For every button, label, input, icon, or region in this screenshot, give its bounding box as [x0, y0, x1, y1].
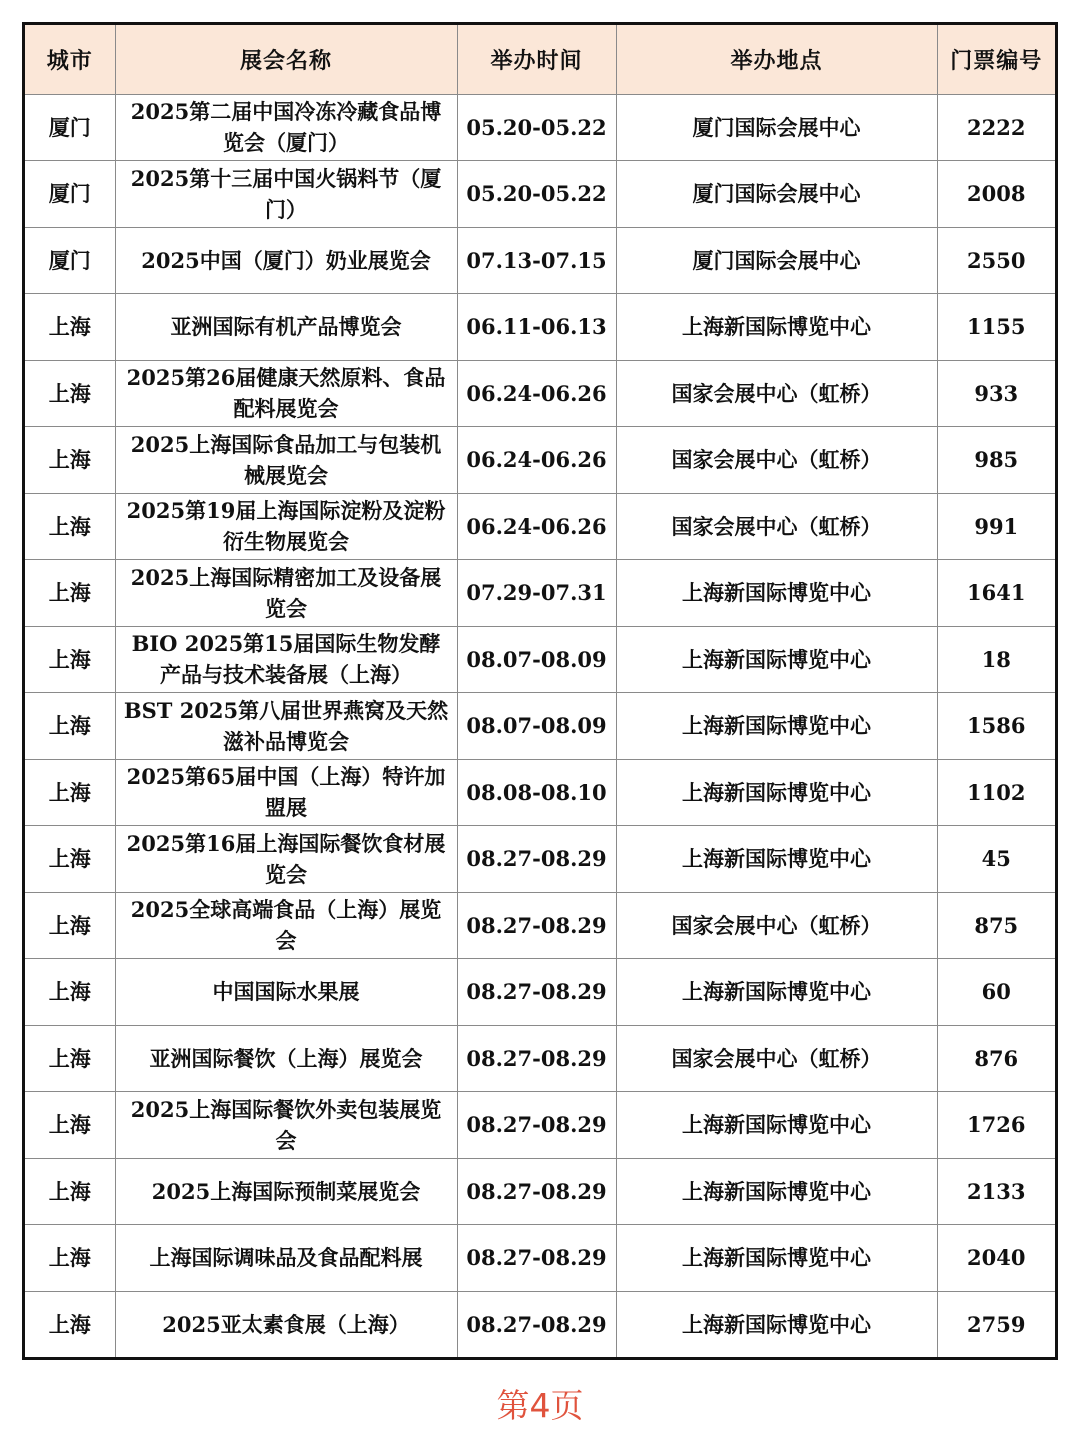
- cell-exhibition-name: 2025第十三届中国火锅料节（厦门）: [115, 161, 457, 228]
- cell-exhibition-name: 2025第65届中国（上海）特许加盟展: [115, 759, 457, 826]
- cell-date: 05.20-05.22: [457, 161, 616, 228]
- cell-ticket-number: 985: [937, 427, 1055, 494]
- cell-city: 上海: [25, 560, 115, 627]
- cell-ticket-number: 2133: [937, 1158, 1055, 1225]
- cell-ticket-number: 60: [937, 959, 1055, 1026]
- cell-exhibition-name: 2025全球高端食品（上海）展览会: [115, 892, 457, 959]
- cell-city: 上海: [25, 1225, 115, 1292]
- cell-date: 08.08-08.10: [457, 759, 616, 826]
- cell-venue: 厦门国际会展中心: [616, 161, 937, 228]
- table-row: [25, 493, 1055, 560]
- cell-city: 厦门: [25, 227, 115, 294]
- table-row: [25, 892, 1055, 959]
- cell-exhibition-name: 亚洲国际有机产品博览会: [115, 294, 457, 361]
- header-venue: 举办地点: [616, 25, 937, 94]
- table-row: [25, 626, 1055, 693]
- cell-date: 05.20-05.22: [457, 94, 616, 161]
- cell-date: 08.27-08.29: [457, 1158, 616, 1225]
- cell-venue: 上海新国际博览中心: [616, 626, 937, 693]
- cell-exhibition-name: 2025第19届上海国际淀粉及淀粉衍生物展览会: [115, 493, 457, 560]
- cell-ticket-number: 991: [937, 493, 1055, 560]
- cell-date: 08.27-08.29: [457, 1291, 616, 1358]
- cell-ticket-number: 2008: [937, 161, 1055, 228]
- cell-ticket-number: 45: [937, 826, 1055, 893]
- page-number-label: 第4页: [496, 1386, 584, 1425]
- table-row: [25, 959, 1055, 1026]
- table-row: [25, 1225, 1055, 1292]
- cell-date: 06.24-06.26: [457, 493, 616, 560]
- cell-date: 07.29-07.31: [457, 560, 616, 627]
- cell-city: 厦门: [25, 94, 115, 161]
- cell-city: 厦门: [25, 161, 115, 228]
- exhibition-table-frame: [22, 22, 1058, 1360]
- table-row: [25, 161, 1055, 228]
- cell-ticket-number: 1586: [937, 693, 1055, 760]
- cell-date: 08.27-08.29: [457, 1025, 616, 1092]
- cell-ticket-number: 2040: [937, 1225, 1055, 1292]
- cell-date: 08.27-08.29: [457, 1225, 616, 1292]
- cell-exhibition-name: 2025上海国际食品加工与包装机械展览会: [115, 427, 457, 494]
- cell-city: 上海: [25, 959, 115, 1026]
- cell-venue: 上海新国际博览中心: [616, 1092, 937, 1159]
- table-row: [25, 1158, 1055, 1225]
- header-city: 城市: [25, 25, 115, 94]
- cell-ticket-number: 2222: [937, 94, 1055, 161]
- cell-venue: 国家会展中心（虹桥）: [616, 892, 937, 959]
- cell-city: 上海: [25, 1158, 115, 1225]
- cell-ticket-number: 876: [937, 1025, 1055, 1092]
- cell-city: 上海: [25, 759, 115, 826]
- cell-date: 08.27-08.29: [457, 892, 616, 959]
- cell-exhibition-name: 2025亚太素食展（上海）: [115, 1291, 457, 1358]
- table-row: [25, 227, 1055, 294]
- cell-city: 上海: [25, 826, 115, 893]
- table-row: [25, 1291, 1055, 1358]
- cell-venue: 上海新国际博览中心: [616, 560, 937, 627]
- cell-exhibition-name: 2025第二届中国冷冻冷藏食品博览会（厦门）: [115, 94, 457, 161]
- cell-date: 06.11-06.13: [457, 294, 616, 361]
- table-row: [25, 294, 1055, 361]
- table-row: [25, 560, 1055, 627]
- table-row: [25, 759, 1055, 826]
- cell-date: 08.27-08.29: [457, 1092, 616, 1159]
- cell-exhibition-name: 中国国际水果展: [115, 959, 457, 1026]
- cell-exhibition-name: 2025上海国际预制菜展览会: [115, 1158, 457, 1225]
- cell-ticket-number: 1155: [937, 294, 1055, 361]
- cell-date: 08.27-08.29: [457, 826, 616, 893]
- cell-venue: 厦门国际会展中心: [616, 94, 937, 161]
- cell-date: 08.07-08.09: [457, 626, 616, 693]
- table-row: [25, 826, 1055, 893]
- cell-venue: 国家会展中心（虹桥）: [616, 427, 937, 494]
- cell-exhibition-name: BIO 2025第15届国际生物发酵产品与技术装备展（上海）: [115, 626, 457, 693]
- cell-ticket-number: 1641: [937, 560, 1055, 627]
- cell-date: 06.24-06.26: [457, 360, 616, 427]
- exhibition-table: [25, 25, 1055, 1358]
- cell-ticket-number: 18: [937, 626, 1055, 693]
- cell-city: 上海: [25, 360, 115, 427]
- cell-ticket-number: 875: [937, 892, 1055, 959]
- header-date: 举办时间: [457, 25, 616, 94]
- cell-date: 07.13-07.15: [457, 227, 616, 294]
- cell-exhibition-name: BST 2025第八届世界燕窝及天然滋补品博览会: [115, 693, 457, 760]
- cell-ticket-number: 2759: [937, 1291, 1055, 1358]
- cell-exhibition-name: 2025第26届健康天然原料、食品配料展览会: [115, 360, 457, 427]
- cell-city: 上海: [25, 892, 115, 959]
- table-row: [25, 360, 1055, 427]
- cell-city: 上海: [25, 493, 115, 560]
- cell-city: 上海: [25, 1025, 115, 1092]
- table-row: [25, 1025, 1055, 1092]
- cell-exhibition-name: 亚洲国际餐饮（上海）展览会: [115, 1025, 457, 1092]
- header-ticket-number: 门票编号: [937, 25, 1055, 94]
- table-row: [25, 94, 1055, 161]
- cell-ticket-number: 933: [937, 360, 1055, 427]
- table-row: [25, 1092, 1055, 1159]
- cell-venue: 国家会展中心（虹桥）: [616, 493, 937, 560]
- cell-ticket-number: 2550: [937, 227, 1055, 294]
- cell-date: 06.24-06.26: [457, 427, 616, 494]
- cell-venue: 上海新国际博览中心: [616, 1158, 937, 1225]
- cell-venue: 上海新国际博览中心: [616, 294, 937, 361]
- cell-city: 上海: [25, 427, 115, 494]
- cell-city: 上海: [25, 693, 115, 760]
- cell-venue: 上海新国际博览中心: [616, 1291, 937, 1358]
- table-row: [25, 693, 1055, 760]
- cell-venue: 厦门国际会展中心: [616, 227, 937, 294]
- cell-venue: 上海新国际博览中心: [616, 693, 937, 760]
- cell-venue: 上海新国际博览中心: [616, 959, 937, 1026]
- cell-ticket-number: 1102: [937, 759, 1055, 826]
- cell-exhibition-name: 2025中国（厦门）奶业展览会: [115, 227, 457, 294]
- cell-exhibition-name: 2025上海国际精密加工及设备展览会: [115, 560, 457, 627]
- header-exhibition-name: 展会名称: [115, 25, 457, 94]
- table-row: [25, 427, 1055, 494]
- cell-exhibition-name: 2025上海国际餐饮外卖包装展览会: [115, 1092, 457, 1159]
- cell-city: 上海: [25, 1291, 115, 1358]
- cell-venue: 国家会展中心（虹桥）: [616, 360, 937, 427]
- cell-city: 上海: [25, 1092, 115, 1159]
- cell-exhibition-name: 2025第16届上海国际餐饮食材展览会: [115, 826, 457, 893]
- cell-date: 08.27-08.29: [457, 959, 616, 1026]
- cell-venue: 上海新国际博览中心: [616, 759, 937, 826]
- cell-city: 上海: [25, 294, 115, 361]
- cell-venue: 上海新国际博览中心: [616, 826, 937, 893]
- cell-exhibition-name: 上海国际调味品及食品配料展: [115, 1225, 457, 1292]
- table-header-row: [25, 25, 1055, 94]
- cell-date: 08.07-08.09: [457, 693, 616, 760]
- cell-city: 上海: [25, 626, 115, 693]
- cell-venue: 上海新国际博览中心: [616, 1225, 937, 1292]
- cell-venue: 国家会展中心（虹桥）: [616, 1025, 937, 1092]
- cell-ticket-number: 1726: [937, 1092, 1055, 1159]
